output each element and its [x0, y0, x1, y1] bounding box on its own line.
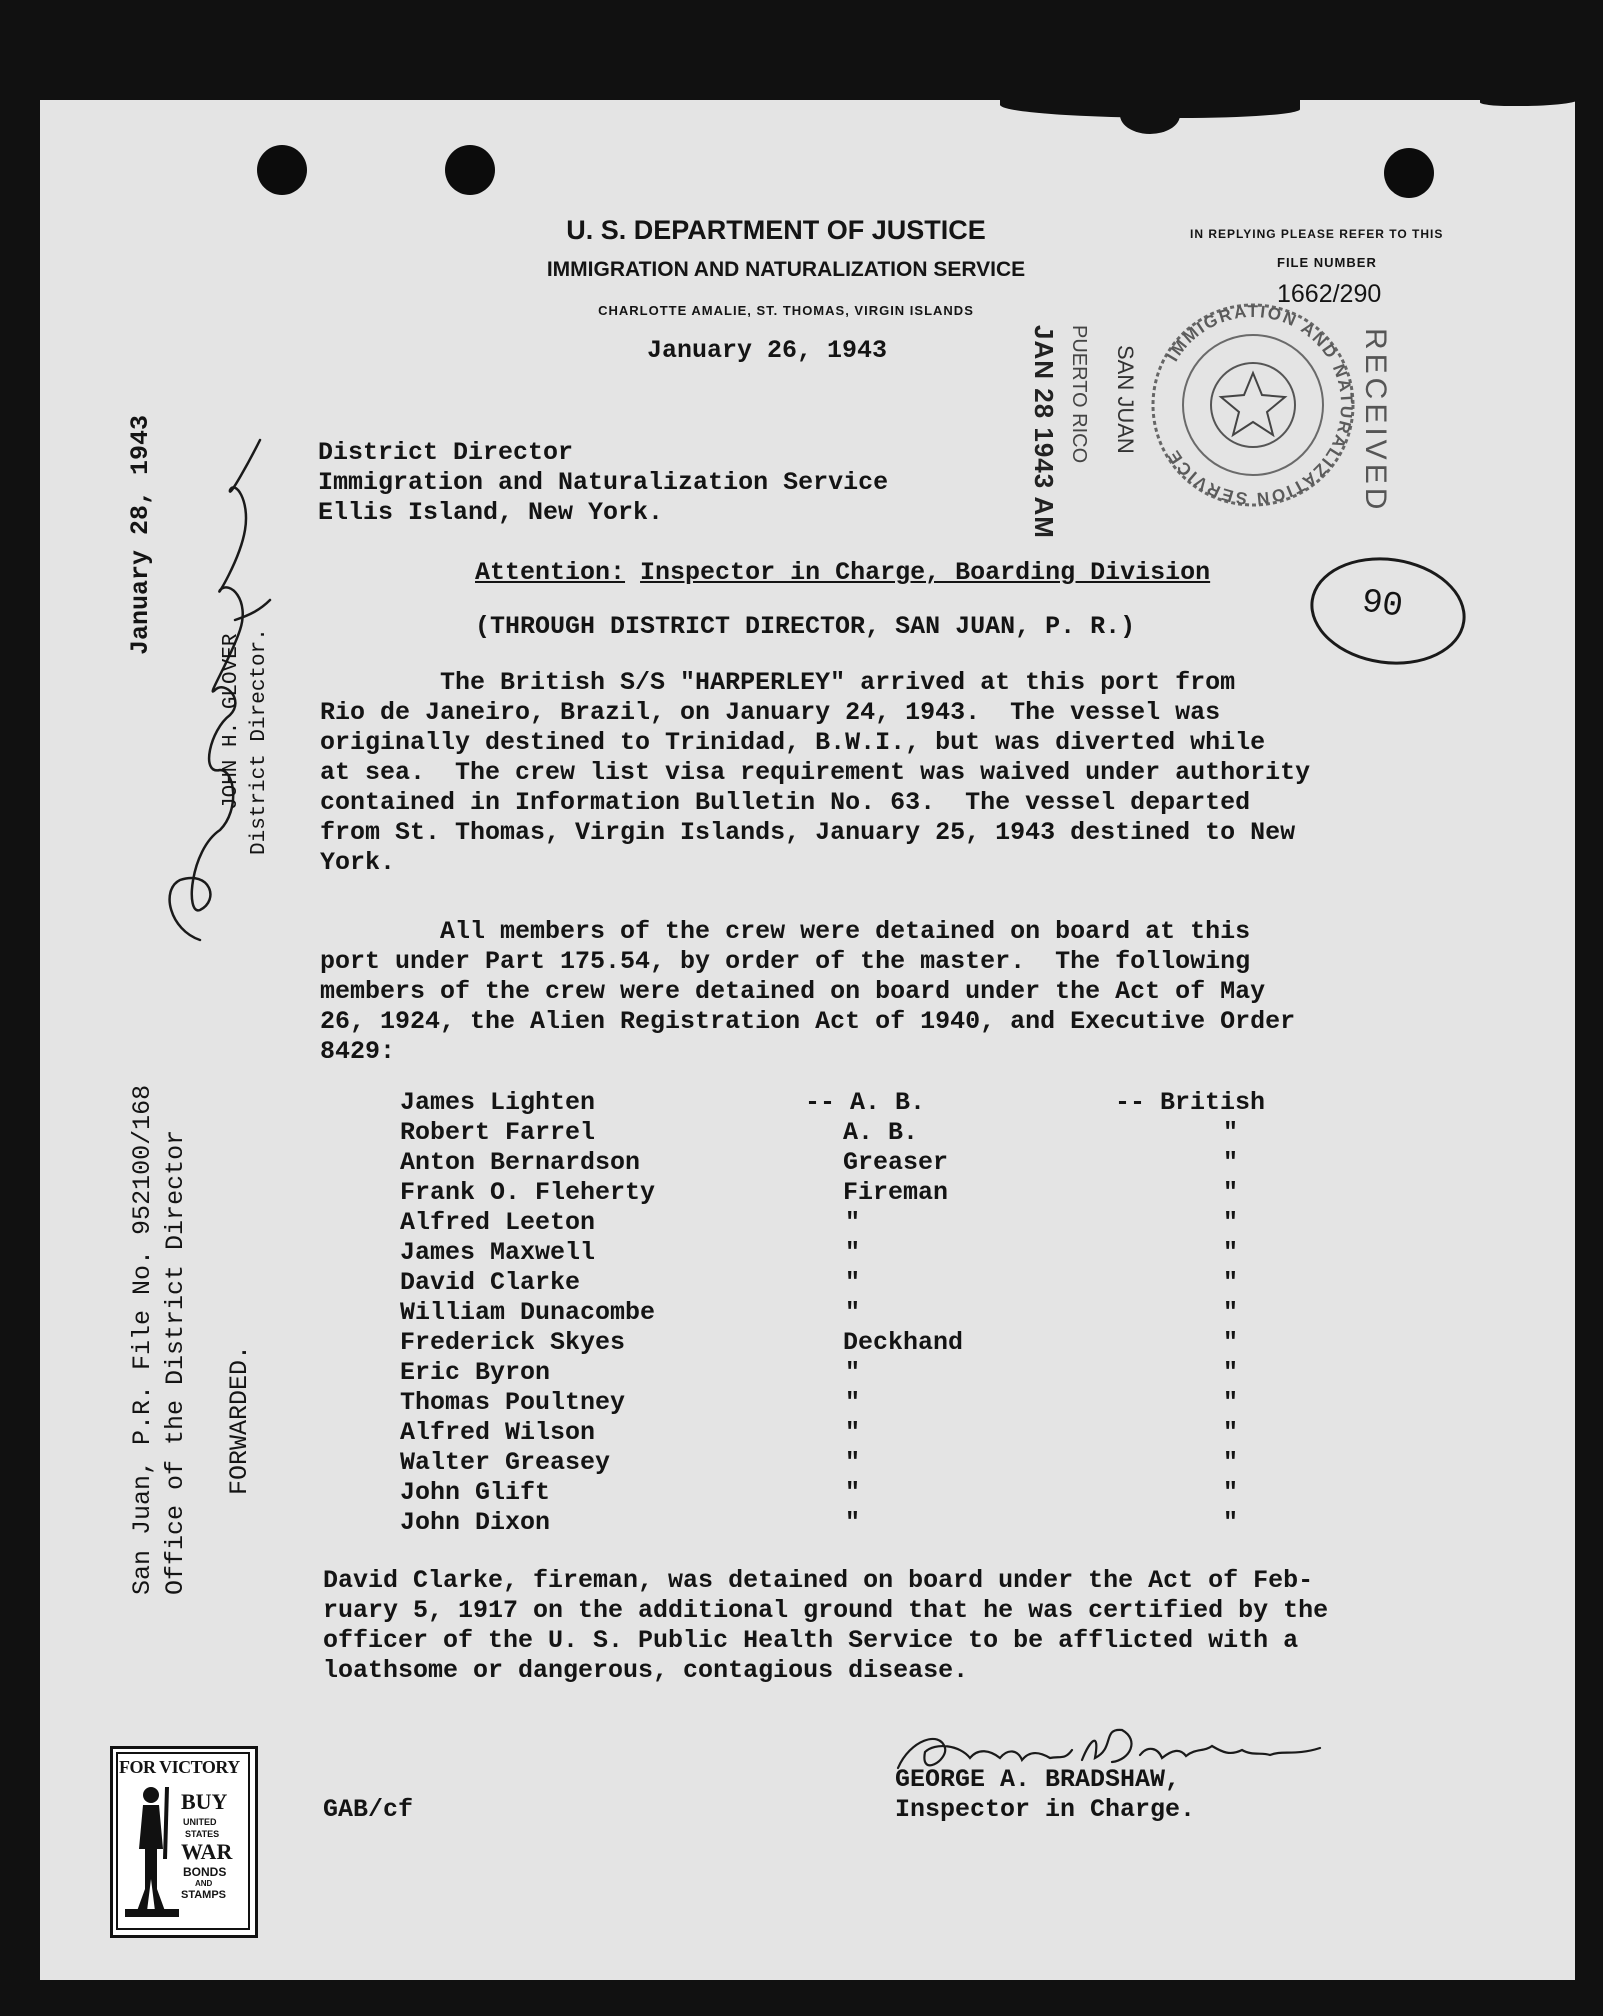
paragraph-health: David Clarke, fireman, was detained on board under the Act of Feb- ruary 5, 1917 on the additional ground that he was certified by the officer of the U. S. Public Health Service to be afflicted with a loathsome or dangerous, contagious disease.: [323, 1566, 1329, 1685]
war-bonds-stamp: [110, 1746, 258, 1938]
attention-label: Attention:: [475, 558, 626, 587]
crew-nationality: ": [1223, 1508, 1239, 1537]
crew-rating: Greaser: [843, 1148, 949, 1177]
crew-nationality: ": [1223, 1268, 1239, 1297]
letterhead-location: CHARLOTTE AMALIE, ST. THOMAS, VIRGIN ISLANDS: [598, 303, 974, 318]
crew-name: Alfred Leeton: [400, 1208, 596, 1237]
paragraph-arrival: The British S/S "HARPERLEY" arrived at this port from Rio de Janeiro, Brazil, on January 24, 1943. The vessel was originally destined to Trinidad, B.W.I., but was diverted while at sea. The crew list visa requirement was waived under authority contained in Information Bulletin No. 63. The vessel departed from St. Thomas, Virgin Islands, January 25, 1943 destined to New York.: [320, 668, 1311, 877]
crew-row: [400, 1388, 1265, 1418]
circled-number: 90: [1359, 583, 1406, 627]
crew-row: [400, 1478, 1265, 1508]
document-page: [40, 100, 1575, 1980]
crew-row: [400, 1268, 1265, 1298]
crew-rating: ": [845, 1418, 861, 1447]
crew-nationality: -- British: [1115, 1088, 1266, 1117]
received-seal-text: IMMIGRATION AND NATURALIZATION SERVICE: [1162, 301, 1357, 509]
received-seal-stamp: [1148, 285, 1358, 525]
crew-rating: ": [845, 1388, 861, 1417]
crew-nationality: ": [1223, 1328, 1239, 1357]
crew-rating: Fireman: [843, 1178, 949, 1207]
crew-name: Walter Greasey: [400, 1448, 611, 1477]
war-bonds-stamp-war: WAR: [181, 1839, 233, 1864]
attention-text: Inspector in Charge, Boarding Division: [640, 558, 1211, 587]
crew-nationality: ": [1223, 1208, 1239, 1237]
received-date-stamp-region: PUERTO RICO: [1068, 325, 1090, 464]
crew-name: Thomas Poultney: [400, 1388, 626, 1417]
punch-hole: [1384, 148, 1434, 198]
typist-initials: GAB/cf: [323, 1795, 414, 1824]
crew-row: [400, 1508, 1265, 1538]
crew-rating: ": [845, 1238, 861, 1267]
endorsement-action: FORWARDED.: [225, 1344, 254, 1495]
crew-row: [400, 1178, 1265, 1208]
crew-row: [400, 1298, 1265, 1328]
file-reference-instruction: IN REPLYING PLEASE REFER TO THIS: [1190, 227, 1444, 241]
war-bonds-stamp-bonds: BONDS: [183, 1865, 227, 1879]
received-date-stamp: JAN 28 1943 AM: [1029, 325, 1059, 539]
crew-name: Frank O. Fleherty: [400, 1178, 656, 1207]
minuteman-icon: [121, 1779, 181, 1919]
letterhead-department: U. S. DEPARTMENT OF JUSTICE: [566, 215, 986, 245]
crew-name: Alfred Wilson: [400, 1418, 596, 1447]
letterhead-service: IMMIGRATION AND NATURALIZATION SERVICE: [546, 258, 1026, 281]
crew-name: Robert Farrel: [400, 1118, 596, 1147]
war-bonds-stamp-buy: BUY: [181, 1789, 228, 1814]
received-date-stamp-city: SAN JUAN: [1113, 345, 1138, 454]
crew-name: Eric Byron: [400, 1358, 551, 1387]
svg-text:IMMIGRATION AND NATURALIZATION: [1163, 302, 1356, 508]
crew-nationality: ": [1223, 1358, 1239, 1387]
crew-name: James Lighten: [400, 1088, 596, 1117]
addressee-line-3: Ellis Island, New York.: [318, 498, 664, 527]
punch-hole: [257, 145, 307, 195]
crew-nationality: ": [1223, 1238, 1239, 1267]
punch-hole: [445, 145, 495, 195]
signatory-title: Inspector in Charge.: [895, 1795, 1196, 1824]
crew-nationality: ": [1223, 1448, 1239, 1477]
crew-name: Anton Bernardson: [400, 1148, 641, 1177]
war-bonds-stamp-united: UNITED: [183, 1817, 217, 1827]
crew-nationality: ": [1223, 1118, 1239, 1147]
torn-edge: [1480, 94, 1580, 106]
crew-row: [400, 1448, 1265, 1478]
war-bonds-stamp-top: FOR VICTORY: [119, 1757, 240, 1777]
attention-line: [475, 558, 1210, 587]
war-bonds-stamp-stamps: STAMPS: [181, 1889, 227, 1901]
circled-number-annotation: [1303, 548, 1472, 675]
crew-nationality: ": [1223, 1418, 1239, 1447]
crew-rating: A. B.: [843, 1118, 919, 1147]
endorsement-name: JOHN H. GLOVER: [220, 633, 243, 810]
crew-table: [400, 1088, 1265, 1538]
crew-rating: ": [845, 1358, 861, 1387]
crew-name: James Maxwell: [400, 1238, 596, 1267]
crew-row: [400, 1148, 1265, 1178]
letter-date: January 26, 1943: [647, 336, 888, 365]
endorsement-office-line: Office of the District Director: [161, 1129, 190, 1595]
crew-rating: ": [845, 1448, 861, 1477]
signatory-name: GEORGE A. BRADSHAW,: [895, 1765, 1181, 1794]
crew-name: William Dunacombe: [400, 1298, 656, 1327]
crew-name: John Dixon: [400, 1508, 551, 1537]
crew-nationality: ": [1223, 1478, 1239, 1507]
crew-nationality: ": [1223, 1298, 1239, 1327]
paragraph-detention: All members of the crew were detained on board at this port under Part 175.54, by order of the master. The following members of the crew were detained on board under the Act of May 26, 1924, the Alien Registration Act of 1940, and Executive Order 8429:: [320, 917, 1296, 1066]
crew-nationality: ": [1223, 1388, 1239, 1417]
war-bonds-stamp-states: STATES: [185, 1829, 220, 1839]
crew-rating: Deckhand: [843, 1328, 964, 1357]
crew-rating: ": [845, 1508, 861, 1537]
crew-nationality: ": [1223, 1148, 1239, 1177]
endorsement-date: January 28, 1943: [126, 414, 155, 655]
crew-name: John Glift: [400, 1478, 551, 1507]
war-bonds-stamp-and: AND: [195, 1879, 213, 1888]
crew-row: [400, 1328, 1265, 1358]
crew-rating: ": [845, 1298, 861, 1327]
crew-row: [400, 1088, 1265, 1118]
file-number-label: FILE NUMBER: [1277, 255, 1377, 270]
file-number: 1662/290: [1277, 280, 1382, 308]
crew-rating: -- A. B.: [805, 1088, 926, 1117]
crew-row: [400, 1418, 1265, 1448]
addressee-line-1: District Director: [318, 438, 574, 467]
crew-nationality: ": [1223, 1178, 1239, 1207]
endorsement-file-line: San Juan, P.R. File No. 952100/168: [128, 1084, 157, 1595]
addressee-line-2: Immigration and Naturalization Service: [318, 468, 889, 497]
crew-row: [400, 1208, 1265, 1238]
torn-edge: [1120, 96, 1180, 134]
crew-row: [400, 1358, 1265, 1388]
routing-note: (THROUGH DISTRICT DIRECTOR, SAN JUAN, P. R.): [475, 612, 1136, 641]
crew-rating: ": [845, 1208, 861, 1237]
crew-rating: ": [845, 1478, 861, 1507]
crew-row: [400, 1118, 1265, 1148]
crew-row: [400, 1238, 1265, 1268]
crew-name: David Clarke: [400, 1268, 581, 1297]
endorsement-title: District Director.: [248, 628, 271, 855]
crew-rating: ": [845, 1268, 861, 1297]
received-stamp-word: RECEIVED: [1359, 328, 1392, 514]
crew-name: Frederick Skyes: [400, 1328, 626, 1357]
